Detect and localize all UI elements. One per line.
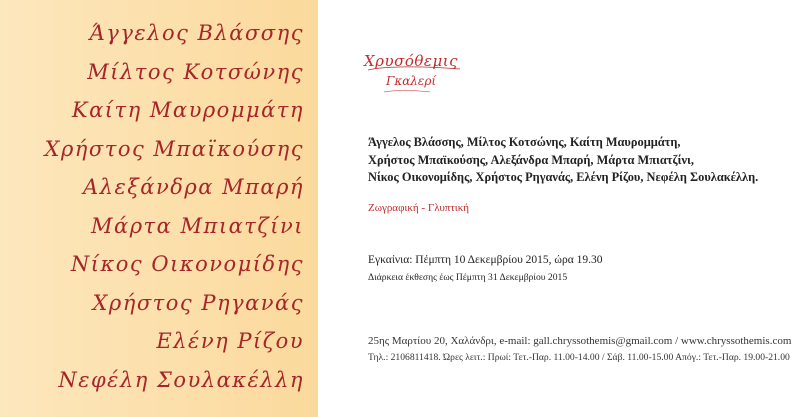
artist-name: Μίλτος Κοτσώνης — [87, 59, 304, 84]
gallery-address: 25ης Μαρτίου 20, Χαλάνδρι, e-mail: gall.chryssothemis@gmail.com / www.chryssothemis.com — [368, 335, 792, 347]
artists-line: Χρήστος Μπαϊκούσης, Αλεξάνδρα Μπαρή, Μάρτα Μπιατζίνι, — [368, 152, 694, 167]
exhibition-duration: Διάρκεια έκθεσης έως Πέμπτη 31 Δεκεμβρίου 2015 — [368, 272, 568, 283]
exhibition-category: Ζωγραφική - Γλυπτική — [368, 202, 470, 214]
artist-name: Άγγελος Βλάσσης — [89, 21, 304, 45]
artist-names-list — [45, 14, 305, 399]
artist-name: Νίκος Οικονομίδης — [70, 252, 304, 276]
artist-name: Νεφέλη Σουλακέλλη — [58, 367, 304, 392]
artists-line: Άγγελος Βλάσσης, Μίλτος Κοτσώνης, Καίτη Μαυρομμάτη, — [368, 135, 681, 149]
artist-name: Ελένη Ρίζου — [156, 329, 304, 353]
artist-names-panel — [0, 0, 318, 417]
gallery-hours: Τηλ.: 2106811418. Ώρες λειτ.: Πρωί: Τετ.-Παρ. 11.00-14.00 / Σάβ. 11.00-15.00 Απόγ.: Τετ.-Παρ. 19.00-21.00 — [368, 352, 790, 363]
artist-name: Αλεξάνδρα Μπαρή — [82, 175, 304, 199]
logo-name: Χρυσόθεμις — [364, 52, 458, 70]
artist-name: Καίτη Μαυρομμάτη — [71, 98, 304, 122]
artist-name: Χρήστος Μπαϊκούσης — [44, 136, 304, 161]
logo-subtitle: Γκαλερί — [386, 74, 437, 88]
artists-line: Νίκος Οικονομίδης, Χρήστος Ρηγανάς, Ελένη Ρίζου, Νεφέλη Σουλακέλλη. — [368, 170, 759, 184]
artist-name: Μάρτα Μπιατζίνι — [91, 213, 304, 238]
artists-paragraph — [368, 134, 788, 187]
opening-date: Εγκαίνια: Πέμπτη 10 Δεκεμβρίου 2015, ώρα 19.30 — [368, 254, 603, 266]
gallery-logo — [364, 46, 464, 100]
artist-name: Χρήστος Ρηγανάς — [92, 290, 304, 315]
